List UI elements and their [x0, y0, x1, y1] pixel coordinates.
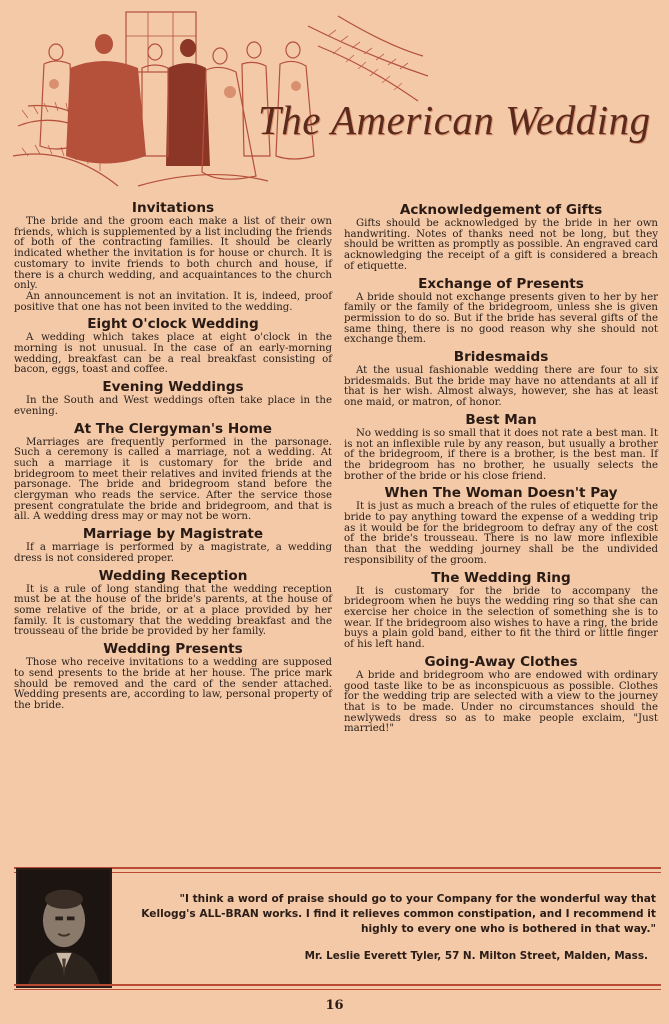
- section-heading: Going-Away Clothes: [424, 653, 578, 670]
- section-paragraph: Gifts should be acknowledged by the bride in her own handwriting. Notes of thanks need not be long, but they should be written as promptly as possible. An engraved card acknowledging the receipt of a gift is considered a breach of etiquette.: [344, 218, 658, 272]
- section-woman-doesnt-pay: [344, 485, 658, 566]
- section-paragraph: Marriages are frequently performed in the parsonage. Such a ceremony is called a marriage, not a wedding. At such a marriage it is customary for the bride and bridegroom to meet their relatives and invited friends at the parsonage. The bride and bridegroom stand before the clergyman who reads the service. After the service those present congratulate the bride and bridegroom, and that is all. A wedding dress may or may not be worn.: [14, 436, 332, 523]
- section-heading: When The Woman Doesn't Pay: [384, 485, 618, 502]
- section-paragraph: Those who receive invitations to a wedding are supposed to send presents to the bride at her house. The price mark should be removed and the card of the sender attached. Wedding presents are, according to law, personal property of the bride.: [14, 657, 332, 711]
- testimonial-author: Mr. Leslie Everett Tyler, 57 N. Milton Street, Malden, Mass.: [304, 950, 648, 962]
- section-bridesmaids: [344, 349, 658, 409]
- portrait-image: [18, 870, 110, 986]
- section-paragraph: At the usual fashionable wedding there are four to six bridesmaids. But the bride may have no attendants at all if that is her wish. Almost always, however, she has at least one maid, or matron, of honor.: [344, 365, 658, 409]
- section-paragraph: A wedding which takes place at eight o'clock in the morning is not unusual. In the case of an early-morning wedding, breakfast can be a real breakfast consisting of bacon, eggs, toast and coffee.: [14, 332, 332, 376]
- section-heading: Acknowledgement of Gifts: [399, 202, 603, 218]
- section-paragraph: A bride and bridegroom who are endowed with ordinary good taste like to be as inconspicuous as possible. Clothes for the wedding trip are selected with a view to the journey that is to be made. Under no circumstances should the newlyweds dress so as to make people exclaim, "Just married!": [344, 669, 658, 735]
- section-best-man: [344, 412, 658, 483]
- section-paragraph: It is a rule of long standing that the wedding reception must be at the house of the bride's parents, at the house of some relative of the bride, or at a place provided by her family. It is customary that the wedding breakfast and the trousseau of the bride be provided by her family.: [14, 583, 332, 638]
- section-heading: Marriage by Magistrate: [82, 526, 264, 543]
- section-heading: At The Clergyman's Home: [74, 420, 272, 437]
- section-heading: Best Man: [465, 411, 537, 428]
- section-acknowledgement-of-gifts: [344, 202, 658, 273]
- section-paragraph: No wedding is so small that it does not rate a best man. It is not an inflexible rule by any reason, but usually a brother of the bridegroom, if there is a brother, is the best man. If the bridegroom has no brother, he usually selects the brother of the bride or his close friend.: [344, 427, 658, 482]
- section-wedding-ring: [344, 570, 658, 651]
- section-paragraph: If a marriage is performed by a magistrate, a wedding dress is not considered proper.: [14, 542, 332, 564]
- section-invitations: [14, 200, 332, 313]
- section-heading: Bridesmaids: [453, 349, 549, 366]
- section-heading: Wedding Reception: [98, 567, 248, 584]
- testimonial-quote: "I think a word of praise should go to your Company for the wonderful way that Kellogg's ALL-BRAN works. I find it relieves common constipation, and I recommend it highly to every one who is bothered in that way.": [141, 893, 656, 935]
- section-heading: Evening Weddings: [102, 379, 244, 396]
- page-number: 16: [325, 998, 344, 1013]
- section-going-away-clothes: [344, 654, 658, 735]
- left-column: [14, 200, 332, 715]
- section-clergymans-home: [14, 421, 332, 524]
- section-heading: Invitations: [131, 200, 215, 216]
- section-paragraph: An announcement is not an invitation. It is, indeed, proof positive that one has not been invited to the wedding.: [14, 290, 332, 313]
- section-heading: The Wedding Ring: [431, 569, 571, 586]
- section-paragraph: A bride should not exchange presents given to her by her family or the family of the bridegroom, unless she is given permission to do so. But if the bride has several gifts of the same thing, there is no good reason why she should not exchange them.: [344, 291, 658, 346]
- section-evening-weddings: [14, 379, 332, 417]
- section-eight-oclock-wedding: [14, 316, 332, 376]
- section-wedding-presents: [14, 641, 332, 712]
- section-exchange-of-presents: [344, 276, 658, 347]
- section-heading: Wedding Presents: [103, 641, 243, 658]
- section-heading: Exchange of Presents: [418, 275, 584, 292]
- divider-rule: [14, 989, 661, 990]
- section-paragraph: The bride and the groom each make a list of their own friends, which is supplemented by a list including the friends of both of the contracting families. It should be clearly indicated whether the invitation is for house or church. It is customary to invite friends to both church and house, if there is a church wedding, and acquaintances to the church only.: [14, 216, 332, 292]
- testimonial-portrait: [16, 868, 112, 988]
- section-wedding-reception: [14, 568, 332, 639]
- divider-rule: [14, 984, 661, 986]
- section-marriage-by-magistrate: [14, 526, 332, 564]
- section-paragraph: It is just as much a breach of the rules of etiquette for the bride to pay anything toward the expense of a wedding trip as it would be for the bridegroom to defray any of the cost of the bride's trousseau. There is no law more inflexible than that the wedding journey shall be the undivided responsibility of the groom.: [344, 501, 658, 566]
- section-paragraph: It is customary for the bride to accompany the bridegroom when he buys the wedding ring so that she can exercise her choice in the selection of something she is to wear. If the bridegroom also wishes to have a ring, the bride buys a plain gold band, either to fit the third or little finger of his left hand.: [344, 585, 658, 651]
- page-title: The American Wedding: [258, 97, 651, 143]
- right-column: [344, 202, 658, 738]
- section-paragraph: In the South and West weddings often take place in the evening.: [14, 395, 332, 417]
- section-heading: Eight O'clock Wedding: [87, 316, 259, 333]
